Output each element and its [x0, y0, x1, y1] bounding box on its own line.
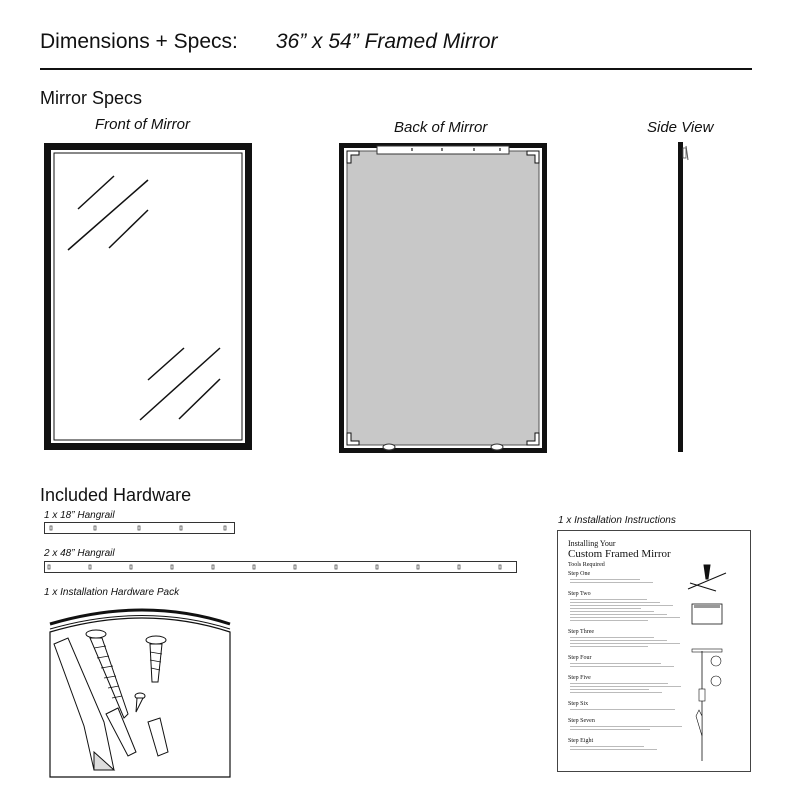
- instruction-text-line: [570, 643, 680, 644]
- hangrail-48-drawing: [44, 561, 518, 575]
- title-main: Dimensions + Specs:: [40, 30, 238, 53]
- title-sub: 36” x 54” Framed Mirror: [275, 30, 498, 53]
- instruction-text-line: [570, 686, 681, 687]
- instruction-step-heading: Step Eight: [568, 738, 594, 744]
- side-view-label: Side View: [647, 119, 714, 136]
- instruction-text-line: [570, 726, 682, 727]
- tools-heading: Tools Required: [568, 562, 605, 568]
- instruction-step-heading: Step Three: [568, 629, 595, 635]
- hardware-pack-drawing: [44, 602, 244, 782]
- hangrail-hole: [253, 565, 255, 569]
- instructions-label: 1 x Installation Instructions: [558, 515, 676, 526]
- hangrail-hole: [417, 565, 419, 569]
- instruction-step-heading: Step Two: [568, 591, 591, 597]
- instruction-text-line: [570, 582, 653, 583]
- instruction-text-line: [570, 605, 673, 606]
- back-panel: [347, 151, 539, 445]
- instruction-step-heading: Step One: [568, 571, 591, 577]
- hangrail-48-label: 2 x 48” Hangrail: [44, 548, 115, 559]
- side-view-drawing: [676, 140, 696, 456]
- instructions-title-line1: Installing Your: [568, 539, 616, 548]
- hangrail-hole: [335, 565, 337, 569]
- instruction-text-line: [570, 663, 661, 664]
- instruction-text-line: [570, 646, 648, 647]
- hangrail-hole: [376, 565, 378, 569]
- hangrail-hole: [89, 565, 91, 569]
- instruction-text-line: [570, 689, 649, 690]
- instruction-text-line: [570, 608, 641, 609]
- hangrail-18-drawing: [44, 522, 236, 536]
- hardware-pack-label: 1 x Installation Hardware Pack: [44, 587, 180, 598]
- back-of-mirror-drawing: [339, 143, 549, 455]
- instruction-text-line: [570, 617, 680, 618]
- screwdriver-icon: [688, 565, 726, 591]
- hangrail-18-label: 1 x 18” Hangrail: [44, 510, 115, 521]
- front-of-mirror-drawing: [44, 143, 254, 453]
- instruction-step-heading: Step Seven: [568, 718, 595, 724]
- instructions-title-line2: Custom Framed Mirror: [568, 548, 671, 560]
- instruction-text-line: [570, 637, 654, 638]
- front-of-mirror-label: Front of Mirror: [95, 116, 191, 133]
- page-title: [40, 30, 498, 54]
- hangrail-hole: [294, 565, 296, 569]
- mirror-specs-heading: Mirror Specs: [40, 88, 143, 108]
- instruction-step-heading: Step Five: [568, 675, 591, 681]
- included-hardware-heading: Included Hardware: [40, 485, 192, 505]
- instruction-text-line: [570, 602, 660, 603]
- instruction-text-line: [570, 709, 675, 710]
- back-of-mirror-label: Back of Mirror: [394, 119, 488, 136]
- instruction-text-line: [570, 692, 662, 693]
- instruction-text-line: [570, 640, 667, 641]
- hangrail-hole: [499, 565, 501, 569]
- instruction-text-line: [570, 746, 644, 747]
- instruction-text-line: [570, 620, 648, 621]
- instruction-text-line: [570, 683, 668, 684]
- instruction-text-line: [570, 611, 654, 612]
- instruction-text-line: [570, 614, 667, 615]
- instruction-text-line: [570, 729, 650, 730]
- hangrail-hole: [171, 565, 173, 569]
- instruction-text-line: [570, 599, 647, 600]
- hangrail-hole: [130, 565, 132, 569]
- instruction-step-heading: Step Four: [568, 655, 592, 661]
- instruction-text-line: [570, 579, 640, 580]
- hangrail-hole: [48, 565, 50, 569]
- hangrail-hole: [212, 565, 214, 569]
- instructions-illustrations: [686, 561, 746, 766]
- instruction-text-line: [570, 749, 657, 750]
- header-divider: [40, 68, 752, 70]
- instruction-text-line: [570, 666, 674, 667]
- hangrail-hole: [458, 565, 460, 569]
- instruction-step-heading: Step Six: [568, 701, 589, 707]
- instructions-sheet: [557, 530, 751, 772]
